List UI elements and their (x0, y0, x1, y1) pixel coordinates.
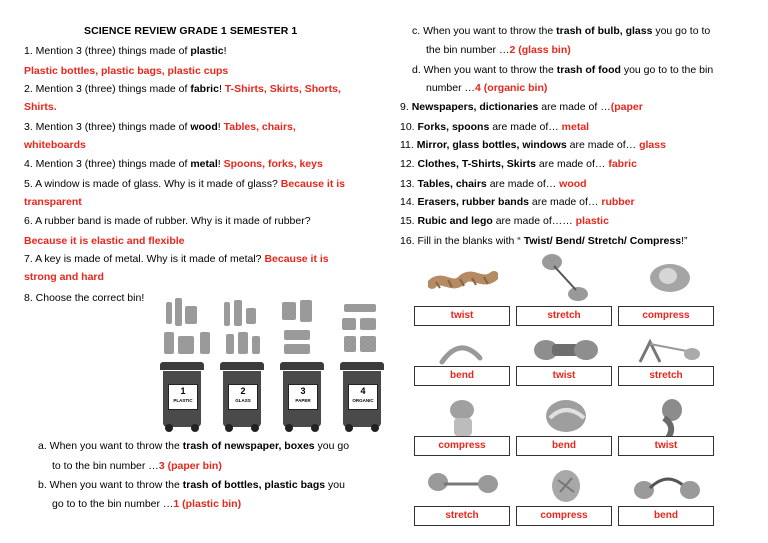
recycling-bins-illustration (160, 296, 386, 434)
answer-box: stretch (516, 306, 612, 326)
question-8c-cont: the bin number …2 (glass bin) (426, 44, 571, 56)
answer-box: twist (516, 366, 612, 386)
question-1: 1. Mention 3 (three) things made of plastic! (24, 45, 227, 57)
answer-box: compress (618, 306, 714, 326)
question-12: 12. Clothes, T-Shirts, Skirts are made of… fabric (400, 158, 637, 170)
question-15: 15. Rubic and lego are made of…… plastic (400, 215, 609, 227)
answer-5: transparent (24, 196, 82, 208)
answer-3: whiteboards (24, 139, 86, 151)
bending-card-photo (530, 396, 600, 440)
bin-paper: 3 PAPER (280, 362, 324, 432)
answer-box: bend (618, 506, 714, 526)
question-7: 7. A key is made of metal. Why is it made of metal? Because it is (24, 253, 329, 265)
stretching-band-photo (530, 252, 600, 302)
twisting-hair-photo (632, 396, 702, 440)
question-9: 9. Newspapers, dictionaries are made of …(paper (400, 101, 643, 113)
page-title: SCIENCE REVIEW GRADE 1 SEMESTER 1 (84, 25, 298, 37)
bin-organic: 4 ORGANIC (340, 362, 384, 432)
question-8b-cont: go to to the bin number …1 (plastic bin) (52, 498, 242, 510)
bending-stick-photo (632, 466, 702, 506)
answer-box: compress (414, 436, 510, 456)
answer-6: Because it is elastic and flexible (24, 235, 185, 247)
question-16: 16. Fill in the blanks with “ Twist/ Bend/ Stretch/ Compress!” (400, 235, 688, 247)
answer-box: stretch (618, 366, 714, 386)
bin-glass: 2 GLASS (220, 362, 264, 432)
answer-7: strong and hard (24, 271, 104, 283)
question-6: 6. A rubber band is made of rubber. Why is it made of rubber? (24, 215, 311, 227)
answer-box: bend (414, 366, 510, 386)
answer-2: Shirts. (24, 101, 57, 113)
question-8c: c. When you want to throw the trash of bulb, glass you go to to (412, 25, 711, 37)
question-2: 2. Mention 3 (three) things made of fabric! T-Shirts, Skirts, Shorts, (24, 83, 341, 95)
answer-box: twist (618, 436, 714, 456)
twisted-rope-photo (428, 260, 498, 300)
pulling-rope-photo (428, 466, 498, 506)
question-5: 5. A window is made of glass. Why is it made of glass? Because it is (24, 178, 345, 190)
question-8a-cont: to to the bin number …3 (paper bin) (52, 460, 222, 472)
bin-plastic: 1 PLASTIC (160, 362, 204, 432)
question-8d-cont: number …4 (organic bin) (426, 82, 548, 94)
trash-items-illustration (160, 296, 386, 358)
answer-1: Plastic bottles, plastic bags, plastic cups (24, 65, 229, 77)
question-11: 11. Mirror, glass bottles, windows are made of… glass (400, 139, 666, 151)
answer-box: compress (516, 506, 612, 526)
pressing-hand-photo (428, 396, 498, 440)
fill-in-picture-grid (410, 252, 720, 528)
answer-box: bend (516, 436, 612, 456)
squeezing-hand-photo (632, 258, 702, 298)
question-10: 10. Forks, spoons are made of… metal (400, 121, 590, 133)
question-8d: d. When you want to throw the trash of food you go to to the bin (412, 64, 714, 76)
crushing-can-photo (530, 466, 600, 506)
question-8: 8. Choose the correct bin! (24, 292, 145, 304)
question-4: 4. Mention 3 (three) things made of metal! Spoons, forks, keys (24, 158, 323, 170)
question-14: 14. Erasers, rubber bands are made of… rubber (400, 196, 635, 208)
question-8b: b. When you want to throw the trash of bottles, plastic bags you (38, 479, 345, 491)
answer-box: stretch (414, 506, 510, 526)
question-8a: a. When you want to throw the trash of newspaper, boxes you go (38, 440, 350, 452)
answer-box: twist (414, 306, 510, 326)
question-13: 13. Tables, chairs are made of… wood (400, 178, 587, 190)
question-3: 3. Mention 3 (three) things made of wood! Tables, chairs, (24, 121, 296, 133)
